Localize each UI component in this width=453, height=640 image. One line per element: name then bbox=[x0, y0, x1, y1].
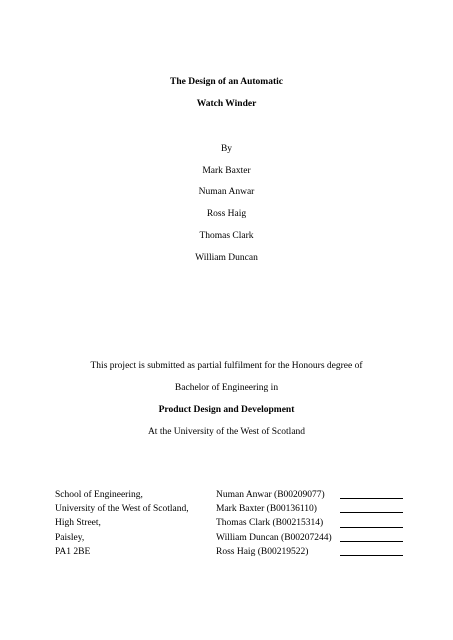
author-name: Thomas Clark bbox=[199, 231, 254, 241]
school-address bbox=[55, 488, 189, 559]
title-line-2: Watch Winder bbox=[196, 99, 257, 109]
address-line: School of Engineering, bbox=[55, 490, 143, 500]
address-line: University of the West of Scotland, bbox=[55, 504, 189, 515]
team-member: Thomas Clark (B00215314) bbox=[216, 518, 324, 529]
address-line: PA1 2BE bbox=[55, 546, 91, 557]
submission-statement: This project is submitted as partial fulfilment for the Honours degree of bbox=[90, 361, 363, 371]
author-name: Ross Haig bbox=[206, 209, 247, 219]
signature-line bbox=[340, 545, 403, 559]
program-name: Product Design and Development bbox=[158, 405, 295, 415]
author-name: Mark Baxter bbox=[202, 166, 251, 176]
team-members-list bbox=[216, 488, 332, 559]
signature-line bbox=[340, 531, 403, 545]
signature-line bbox=[340, 488, 403, 502]
signature-line bbox=[340, 502, 403, 516]
degree-name: Bachelor of Engineering in bbox=[174, 383, 279, 393]
team-member: Ross Haig (B00219522) bbox=[216, 546, 309, 557]
signature-line bbox=[340, 516, 403, 530]
signature-lines bbox=[340, 488, 403, 559]
address-line: Paisley, bbox=[55, 532, 85, 543]
team-member: William Duncan (B00207244) bbox=[216, 532, 332, 543]
university-line: At the University of the West of Scotland bbox=[147, 427, 306, 437]
address-line: High Street, bbox=[55, 518, 101, 529]
author-name: Numan Anwar bbox=[198, 187, 255, 197]
title-line-1: The Design of an Automatic bbox=[170, 77, 283, 87]
team-member: Mark Baxter (B00136110) bbox=[216, 504, 317, 515]
by-label: By bbox=[220, 144, 233, 154]
author-name: William Duncan bbox=[195, 253, 258, 263]
team-member: Numan Anwar (B00209077) bbox=[216, 490, 325, 500]
